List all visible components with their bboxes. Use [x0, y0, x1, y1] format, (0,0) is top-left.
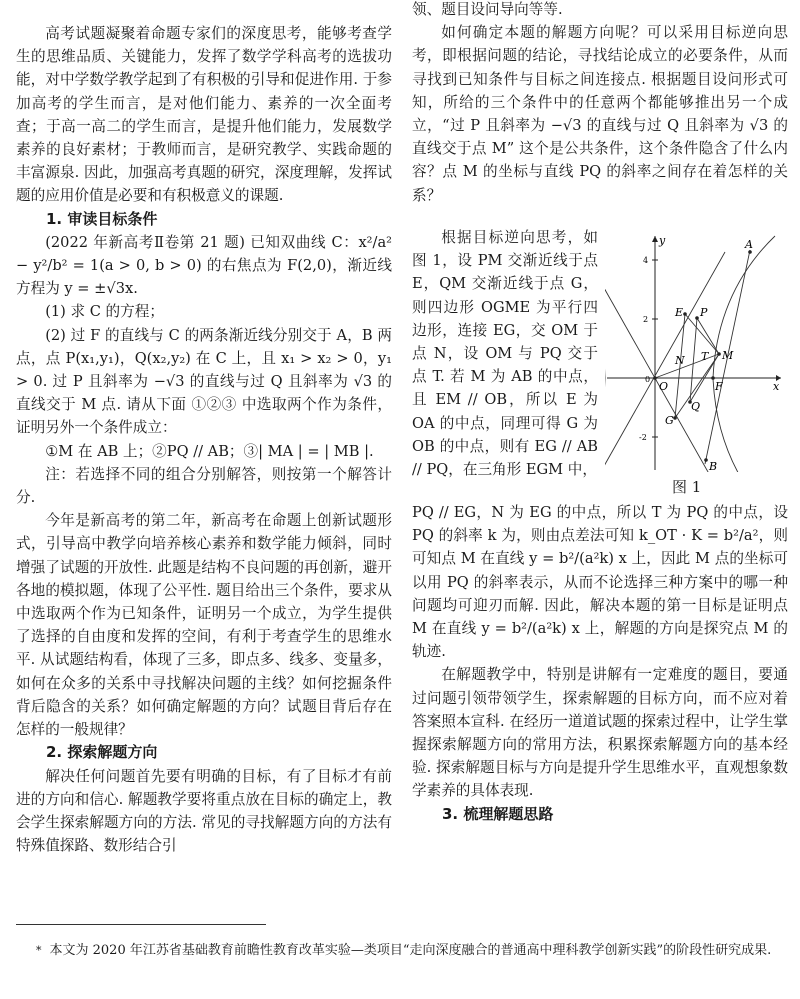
- label-b: B: [709, 460, 718, 472]
- problem-note: 注：若选择不同的组合分别解答，则按第一个解答计分.: [16, 465, 392, 507]
- tick-label-m2: -2: [639, 433, 647, 442]
- left-column: [16, 22, 392, 857]
- figure-wrapped-text: [412, 226, 598, 481]
- midpoint-paragraph: PQ // EG，N 为 EG 的中点，所以 T 为 PQ 的中点，设 PQ 的斜率 k 为，则由点差法可知 k_OT · K = b²/a²，则可知点 M 在直线 y = b²/(a²k) x 上，因此 M 点的坐标可以用 PQ 的斜率表示，从而不论选择三种方案中的哪一种问题均可迎刃而解. 因此，解决本题的第一目标是证明点 M 在直线 y = b²/(a²k) x 上，解题的方向是探究点 M 的轨迹.: [412, 504, 788, 661]
- label-g: G: [665, 414, 674, 427]
- wrapped-paragraph: 根据目标逆向思考，如图 1，设 PM 交渐近线于点 E，QM 交渐近线于点 G，则四边形 OGME 为平行四边形，连接 EG，交 OM 于点 N，设 OM 与 PQ 交于点 T. 若 M 为 AB 的中点，且 EM // OB，所以 E 为 OA 的中点，同理可得 G 为 OB 的中点，则有 EG // AB // PQ，在三角形 EGM 中，: [412, 229, 598, 479]
- right-column-bottom: [412, 501, 788, 826]
- point-m: [717, 352, 721, 356]
- label-t: T: [701, 350, 709, 363]
- footnote-rule: [16, 924, 266, 925]
- tick-label-4: 4: [643, 256, 649, 265]
- tick-label-0: 0: [645, 375, 651, 384]
- label-m: M: [722, 349, 734, 362]
- label-q: Q: [691, 400, 701, 413]
- footnote-marker: *: [36, 944, 42, 957]
- label-e: E: [675, 306, 684, 319]
- problem-part-2: (2) 过 F 的直线与 C 的两条渐近线分别交于 A，B 两点，点 P(x₁,y₁)，Q(x₂,y₂) 在 C 上，且 x₁ > x₂ > 0，y₁ > 0. 过 P 且斜率为 −√3 的直线与过 Q 且斜率为 √3 的直线交于 M 点. 请从下面 ①②③ 中选取两个作为条件，证明另外一个条件成立：: [16, 326, 392, 437]
- label-n: N: [675, 354, 685, 367]
- analysis-paragraph: 今年是新高考的第二年，新高考在命题上创新试题形式，引导高中教学向培养核心素养和数学能力倾斜，同时增强了试题的开放性. 此题是结构不良问题的再创新，避开各地的模拟题，体现了公平性. 题目给出三个条件，要求从中选取两个作为已知条件，证明另一个成立，为学生提供了选择的自由度和发挥的空间，有利于考查学生的思维水平. 从试题结构看，体现了三多，即点多、线多、变量多，如何在众多的关系中寻找解决问题的主线？如何挖掘条件背后隐含的关系？如何确定解题的方向？试题目背后存在怎样的一般规律？: [16, 512, 392, 739]
- section-3-title: 3. 梳理解题思路: [442, 804, 554, 823]
- line-om: [655, 354, 719, 378]
- point-e: [683, 312, 687, 316]
- footnote-text: 本文为 2020 年江苏省基础教育前瞻性教育改革实验—类项目“走向深度融合的普通高中理科教学创新实践”的阶段性研究成果.: [49, 943, 772, 958]
- label-x: x: [773, 380, 780, 393]
- problem-part-1: (1) 求 C 的方程；: [45, 303, 164, 321]
- teaching-paragraph: 在解题教学中，特别是讲解有一定难度的题目，要通过问题引领带领学生，探索解题的目标方向，而不应对着答案照本宣科. 在经历一道道试题的探索过程中，让学生掌握探索解题方向的常用方法，积累探索解题方向的基本经验. 探索解题目标与方向是提升学生思维水平，直观想象数学素养的具体表现.: [412, 666, 788, 800]
- y-axis-arrow: [652, 236, 658, 242]
- figure-caption: 图 1: [672, 478, 702, 496]
- point-o: [653, 376, 657, 380]
- label-p: P: [700, 306, 708, 319]
- right-column-top: [412, 0, 788, 207]
- direction-paragraph: 解决任何问题首先要有明确的目标，有了目标才有前进的方向和信心. 解题教学要将重点放在目标的确定上，教会学生探索解题方向的方法. 常见的寻找解题方向的方法有特殊值探路、数形结合引: [16, 767, 392, 855]
- line-pq: [690, 318, 697, 402]
- label-a: A: [745, 238, 753, 251]
- continued-text: 领、题目设问导向等等.: [412, 1, 563, 18]
- section-2-title: 2. 探索解题方向: [46, 743, 158, 762]
- hyperbola-diagram: [605, 232, 785, 472]
- tick-label-2: 2: [643, 315, 649, 324]
- figure-1: [605, 232, 785, 500]
- label-o: O: [659, 380, 669, 393]
- point-b: [704, 458, 708, 462]
- reverse-thinking-paragraph: 如何确定本题的解题方向呢？可以采用目标逆向思考，即根据问题的结论，寻找结论成立的必要条件，从而寻找到已知条件与目标之间连接点. 根据题目设问形式可知，所给的三个条件中的任意两个都能够推出另一个成立，“过 P 且斜率为 −√3 的直线与过 Q 且斜率为 √3 的直线交于点 M” 这个是公共条件，这个条件隐含了什么内容？点 M 的坐标与直线 PQ 的斜率之间存在着怎样的关系？: [412, 24, 788, 204]
- footnote: [16, 940, 786, 961]
- point-p: [695, 316, 699, 320]
- label-y: y: [659, 234, 666, 247]
- line-em: [685, 314, 719, 354]
- line-pm: [697, 318, 719, 354]
- label-f: F: [715, 380, 723, 393]
- section-1-title: 1. 审读目标条件: [46, 209, 158, 228]
- intro-paragraph: 高考试题凝聚着命题专家们的深度思考，能够考查学生的思维品质、关键能力，发挥了数学学科高考的选拔功能，对中学数学教学起到了有积极的引导和促进作用. 于参加高考的学生而言，是对他们能力、素养的一次全面考查；于高一高二的学生而言，是提升他们能力，发展数学素养的良好素材；于教师而言，是研究教学、实践命题的丰富源泉. 因此，加强高考真题的研究，深度理解，发挥试题的应用价值是必要和有积极意义的课题.: [16, 25, 392, 205]
- problem-statement: (2022 年新高考Ⅱ卷第 21 题) 已知双曲线 C：x²/a² − y²/b² = 1(a > 0, b > 0) 的右焦点为 F(2,0)，渐近线方程为 y = ±√3x.: [16, 233, 392, 298]
- problem-conditions: ①M 在 AB 上；②PQ // AB；③| MA | = | MB |.: [45, 442, 374, 460]
